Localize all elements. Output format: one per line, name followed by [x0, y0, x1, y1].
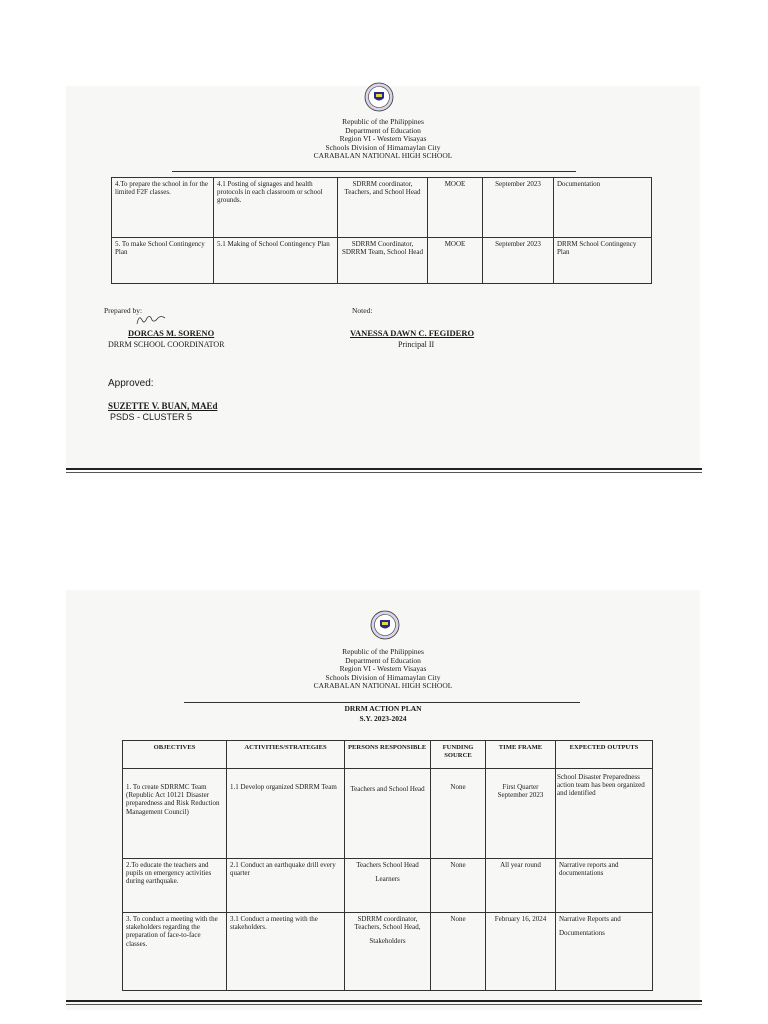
cell-outputs: DRRM School Contingency Plan — [554, 238, 652, 284]
action-plan-table — [122, 740, 653, 991]
column-header-persons: PERSONS RESPONSIBLE — [345, 741, 431, 769]
cell-funding: None — [431, 859, 486, 913]
letterhead: Republic of the Philippines Department of Education Region VI - Western Visayas Schools Division of Himamaylan City CARABALAN NATIONAL HIGH SCHOOL — [313, 117, 453, 161]
cell-objective: 4.To prepare the school in for the limited F2F classes. — [112, 178, 214, 238]
table-row — [112, 178, 652, 238]
cell-outputs: Narrative reports and documentations — [556, 859, 653, 913]
column-header-objectives: OBJECTIVES — [123, 741, 227, 769]
page-separator — [66, 1000, 702, 1002]
table-row — [123, 913, 653, 991]
cell-persons: SDRRM coordinator, Teachers, and School Head — [338, 178, 428, 238]
cell-time: All year round — [486, 859, 556, 913]
cell-time: September 2023 — [483, 178, 554, 238]
deped-seal-icon — [364, 82, 394, 112]
noted-label: Noted: — [352, 306, 373, 315]
plan-subtitle: S.Y. 2023-2024 — [359, 714, 407, 723]
page-separator-thin — [66, 472, 702, 473]
cell-activity: 3.1 Conduct a meeting with the stakeholders. — [227, 913, 345, 991]
cell-outputs — [556, 913, 653, 991]
cell-persons-line: Stakeholders — [369, 937, 406, 946]
cell-funding: None — [431, 769, 486, 859]
approved-label: Approved: — [108, 378, 154, 389]
cell-persons — [345, 913, 431, 991]
cell-outputs: School Disaster Preparedness action team has been organized and identified — [556, 769, 653, 859]
cell-persons-line: SDRRM coordinator, Teachers, School Head, — [354, 915, 421, 932]
noted-title: Principal II — [398, 340, 435, 349]
letterhead: Republic of the Philippines Department of Education Region VI - Western Visayas Schools Division of Himamaylan City CARABALAN NATIONAL HIGH SCHOOL — [313, 647, 453, 691]
header-divider — [184, 702, 580, 703]
cell-objective: 2.To educate the teachers and pupils on emergency activities during earthquake. — [123, 859, 227, 913]
column-header-outputs: EXPECTED OUTPUTS — [556, 741, 653, 769]
cell-time: February 16, 2024 — [486, 913, 556, 991]
prepared-by-title: DRRM SCHOOL COORDINATOR — [108, 340, 225, 349]
document-page-1 — [66, 86, 700, 470]
cell-activity: 4.1 Posting of signages and health protocols in each classroom or school grounds. — [214, 178, 338, 238]
prepared-by-name: DORCAS M. SORENO — [128, 328, 215, 338]
column-header-funding: FUNDING SOURCE — [431, 741, 486, 769]
cell-funding: None — [431, 913, 486, 991]
column-header-activities: ACTIVITIES/STRATEGIES — [227, 741, 345, 769]
table-row — [112, 238, 652, 284]
cell-objective: 1. To create SDRRMC Team (Republic Act 10121 Disaster preparedness and Risk Reduction Management Council) — [123, 769, 227, 859]
page-separator — [66, 468, 702, 470]
cell-outputs-line: Documentations — [559, 929, 605, 938]
table-row — [123, 859, 653, 913]
noted-name: VANESSA DAWN C. FEGIDERO — [350, 328, 475, 338]
signature-mark — [134, 312, 168, 328]
cell-funding: MOOE — [428, 178, 483, 238]
cell-persons: Teachers and School Head — [345, 769, 431, 859]
header-divider — [172, 171, 576, 172]
table-header-row — [123, 741, 653, 769]
action-plan-table-continued — [111, 177, 652, 284]
cell-time: September 2023 — [483, 238, 554, 284]
page-separator-thin — [66, 1004, 702, 1005]
cell-outputs-line: Narrative Reports and — [559, 915, 621, 923]
cell-activity: 2.1 Conduct an earthquake drill every quarter — [227, 859, 345, 913]
cell-persons-line: Learners — [375, 875, 400, 884]
deped-seal-icon — [370, 610, 400, 640]
cell-activity: 1.1 Develop organized SDRRM Team — [227, 769, 345, 859]
prepared-by-label: Prepared by: — [104, 306, 143, 315]
column-header-timeframe: TIME FRAME — [486, 741, 556, 769]
cell-persons-line: Teachers School Head — [356, 861, 419, 869]
cell-persons: SDRRM Coordinator, SDRRM Team, School Head — [338, 238, 428, 284]
cell-objective: 3. To conduct a meeting with the stakeholders regarding the preparation of face-to-face classes. — [123, 913, 227, 991]
cell-outputs: Documentation — [554, 178, 652, 238]
document-page-2 — [66, 590, 700, 1010]
cell-activity: 5.1 Making of School Contingency Plan — [214, 238, 338, 284]
cell-time: First Quarter September 2023 — [486, 769, 556, 859]
approved-name: SUZETTE V. BUAN, MAEd — [108, 401, 218, 411]
approved-title: PSDS - CLUSTER 5 — [110, 412, 193, 422]
cell-objective: 5. To make School Contingency Plan — [112, 238, 214, 284]
table-row — [123, 769, 653, 859]
cell-funding: MOOE — [428, 238, 483, 284]
plan-title: DRRM ACTION PLAN — [344, 704, 422, 713]
cell-persons — [345, 859, 431, 913]
